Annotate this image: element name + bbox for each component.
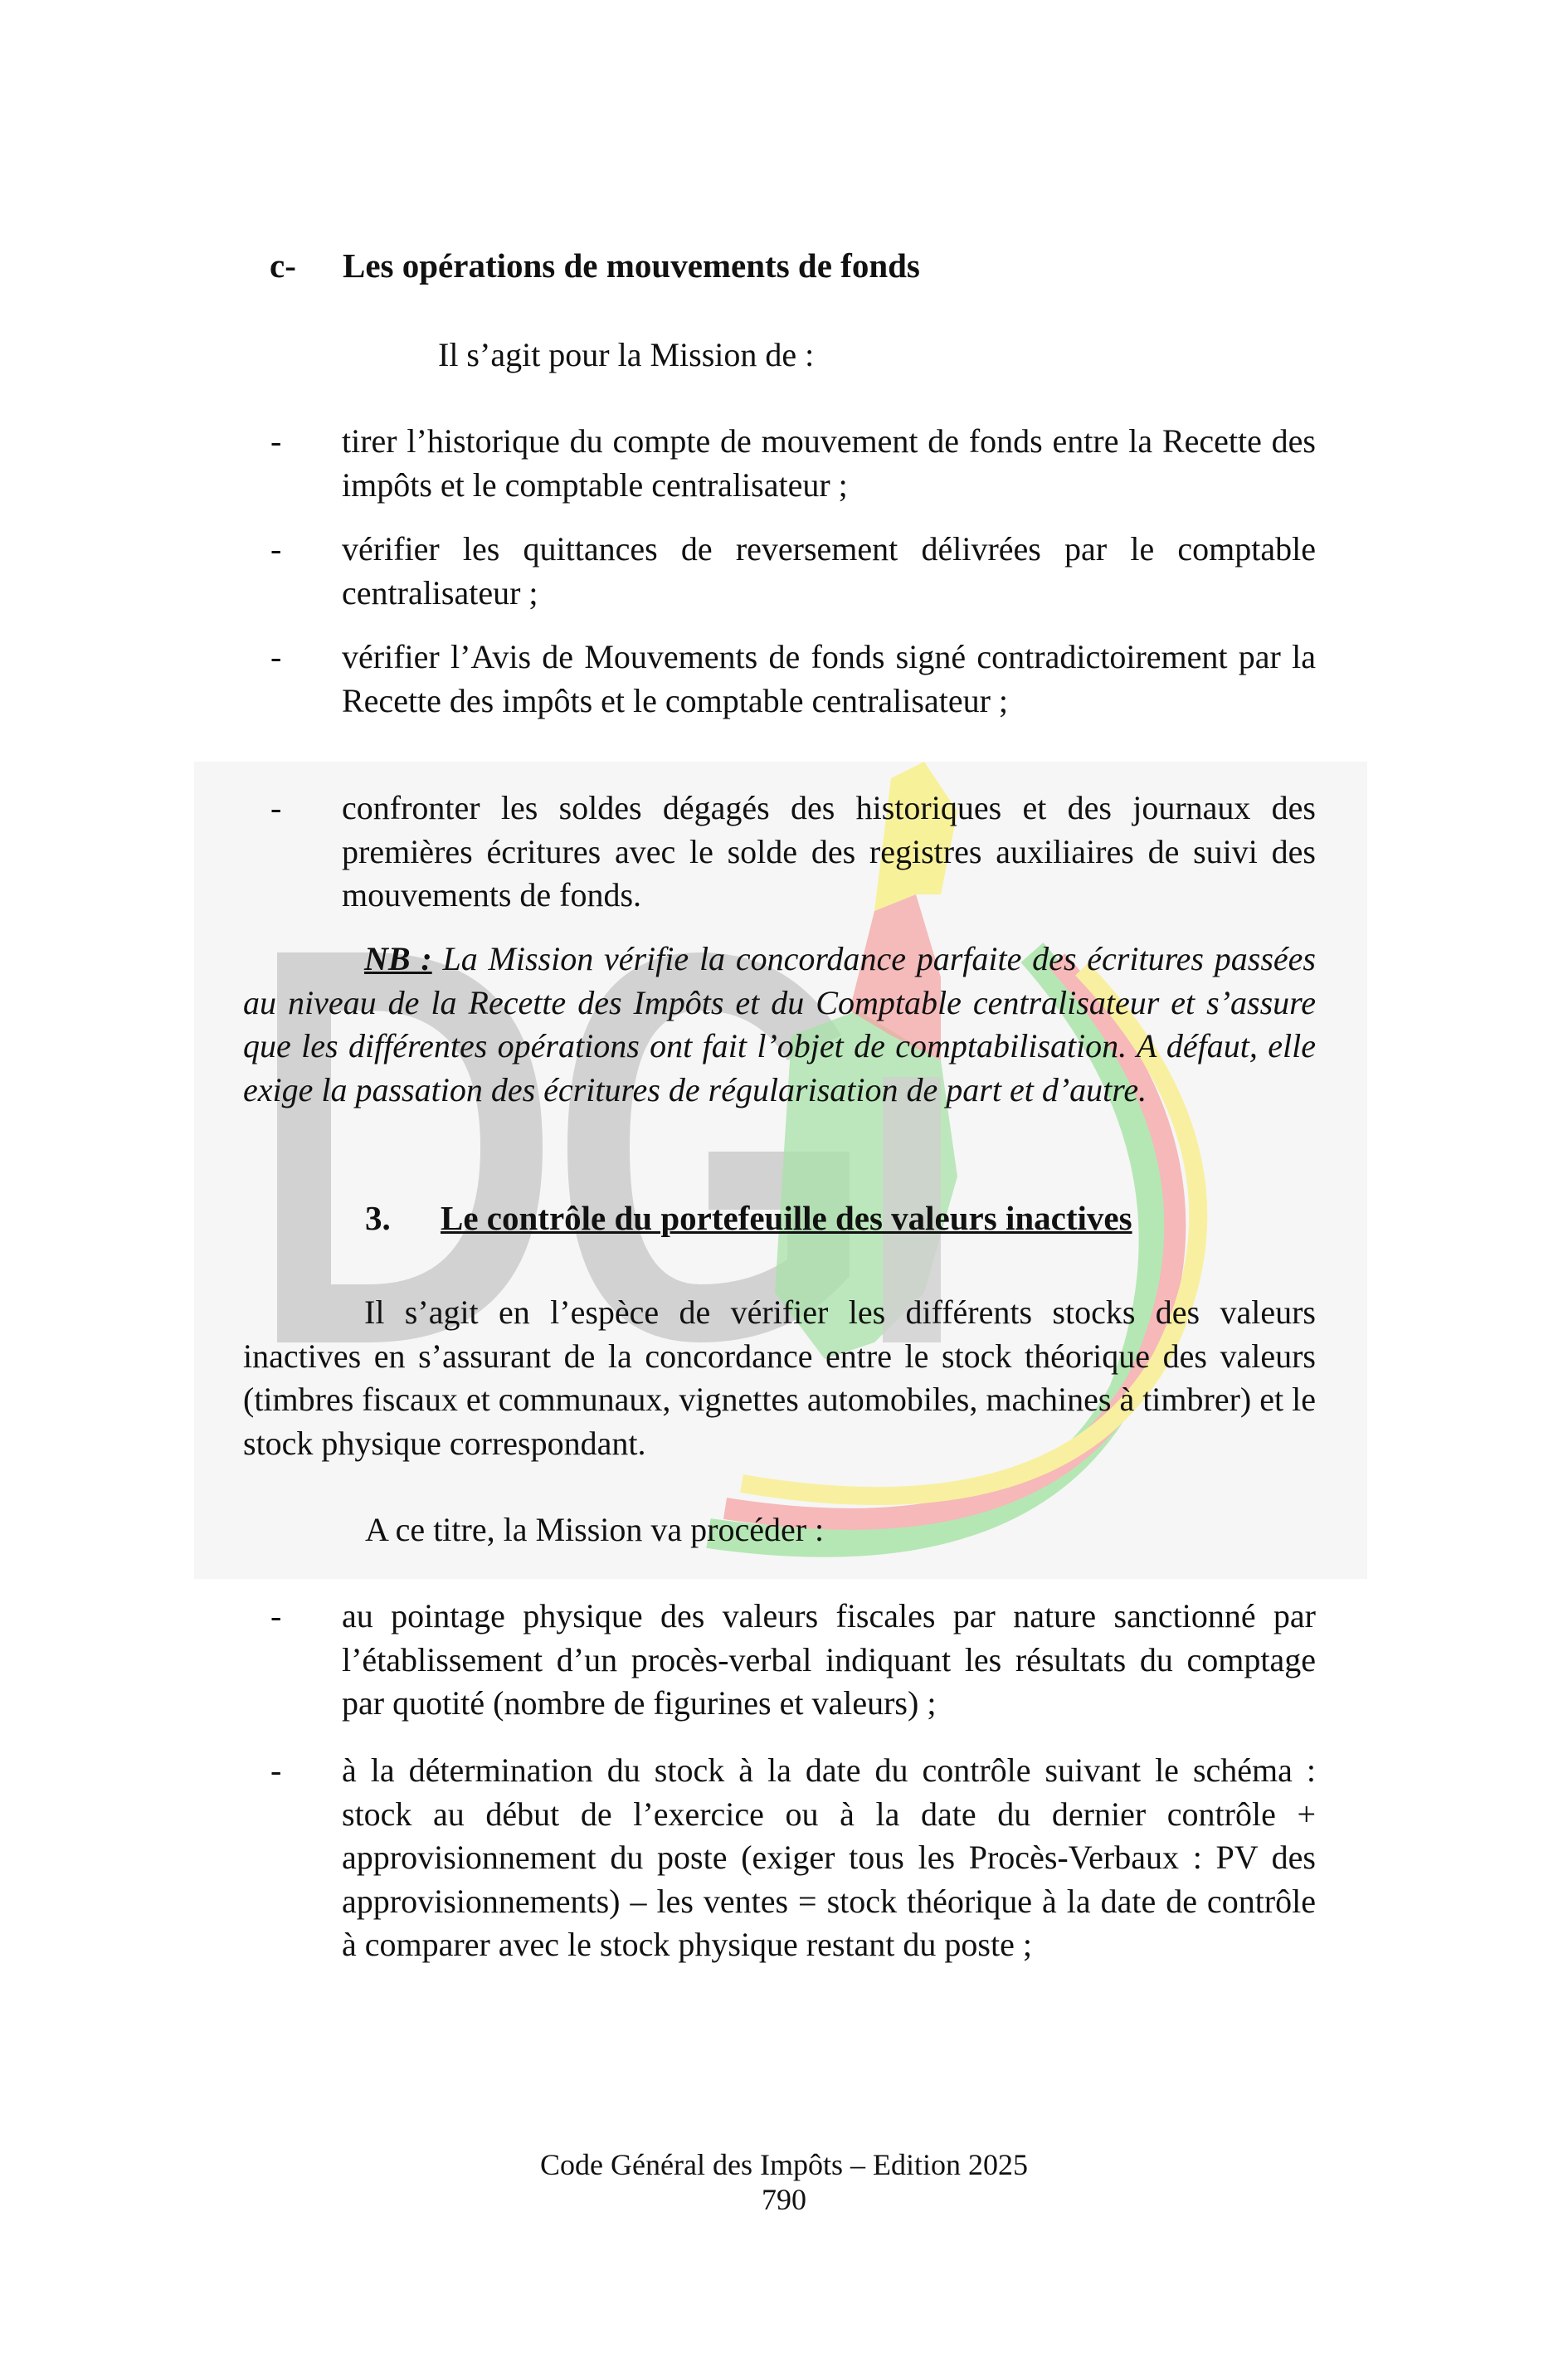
bullet-dash: -: [270, 1751, 282, 1789]
page-number: 790: [762, 2183, 806, 2216]
section-c-title: Les opérations de mouvements de fonds: [343, 246, 920, 285]
section-3-bullet: [270, 1595, 1316, 1726]
section-c-bullet: [270, 636, 1316, 723]
page-footer: [0, 2147, 1568, 2217]
bullet-text: tirer l’historique du compte de mouvement de fonds entre la Recette des impôts et le comptable centralisateur ;: [342, 422, 1316, 504]
footer-title: Code Général des Impôts – Edition 2025: [540, 2148, 1028, 2181]
bullet-dash: -: [270, 1597, 282, 1634]
section-c-bullet: [270, 787, 1316, 918]
nb-paragraph: [243, 938, 1316, 1112]
bullet-text: vérifier les quittances de reversement délivrées par le comptable centralisateur ;: [342, 530, 1316, 611]
bullet-text: à la détermination du stock à la date du contrôle suivant le schéma : stock au début de l’exercice ou à la date du dernier contrôle + approvisionnement du poste (exiger tous les Procès-Verbaux : PV des approvisionnements) – les ventes = stock théorique à la date de contrôle à comparer avec le stock physique restant du poste ;: [342, 1751, 1316, 1963]
bullet-text: vérifier l’Avis de Mouvements de fonds signé contradictoirement par la Recette des impôts et le comptable centralisateur ;: [342, 638, 1316, 719]
section-c-label: c-: [270, 246, 296, 285]
bullet-dash: -: [270, 422, 282, 460]
nb-label: NB :: [364, 940, 432, 977]
bullet-dash: -: [270, 530, 282, 568]
bullet-text: au pointage physique des valeurs fiscales par nature sanctionné par l’établissement d’un procès-verbal indiquant les résultats du comptage par quotité (nombre de figurines et valeurs) ;: [342, 1597, 1316, 1722]
nb-text: La Mission vérifie la concordance parfaite des écritures passées au niveau de la Recette des Impôts et du Comptable centralisateur et s’assure que les différentes opérations ont fait l’objet de comptabilisation. A défaut, elle exige la passation des écritures de régularisation de part et d’autre.: [243, 940, 1316, 1108]
section-c-bullet: [270, 420, 1316, 507]
section-3-bullet: [270, 1749, 1316, 1967]
bullet-dash: -: [270, 789, 282, 826]
section-3-title: Le contrôle du portefeuille des valeurs inactives: [441, 1199, 1132, 1237]
section-3-intro: A ce titre, la Mission va procéder :: [365, 1511, 825, 1548]
section-3-paragraph: Il s’agit en l’espèce de vérifier les différents stocks des valeurs inactives en s’assurant de la concordance entre le stock théorique des valeurs (timbres fiscaux et communaux, vignettes automobiles, machines à timbrer) et le stock physique correspondant.: [243, 1293, 1316, 1462]
section-c-bullet: [270, 528, 1316, 615]
section-3-number: 3.: [365, 1199, 391, 1237]
bullet-dash: -: [270, 638, 282, 675]
bullet-text: confronter les soldes dégagés des historiques et des journaux des premières écritures avec le solde des registres auxiliaires de suivi des mouvements de fonds.: [342, 789, 1316, 913]
section-c-intro: Il s’agit pour la Mission de :: [438, 336, 815, 373]
